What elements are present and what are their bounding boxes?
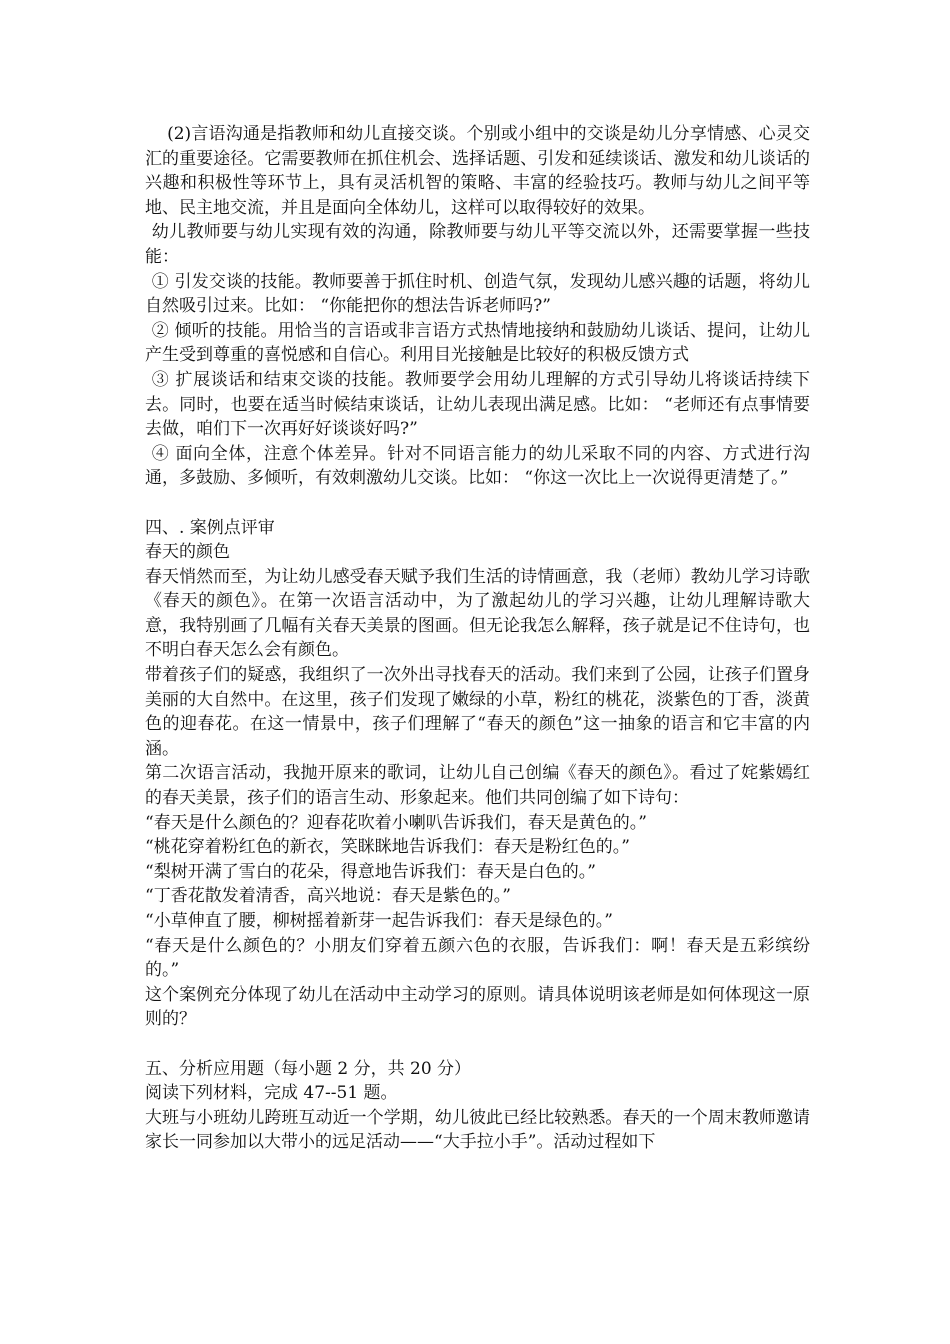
poem-line-4: “丁香花散发着清香，高兴地说：春天是紫色的。” <box>145 886 511 907</box>
case-question: 这个案例充分体现了幼儿在活动中主动学习的原则。请具体说明该老师是如何体现这一原则的？ <box>145 984 810 1030</box>
case-title: 春天的颜色 <box>145 542 230 563</box>
section-gap <box>145 1032 810 1057</box>
paragraph-skills-intro: 幼儿教师要与幼儿实现有效的沟通，除教师要与幼儿平等交流以外，还需要掌握一些技能： <box>145 222 810 267</box>
skill-item-4: ④ 面向全体，注意个体差异。针对不同语言能力的幼儿采取不同的内容、方式进行沟通，多鼓励、多倾听，有效刺激幼儿交谈。比如： “你这一次比上一次说得更清楚了。” <box>145 443 810 489</box>
case-paragraph-3: 第二次语言活动，我抛开原来的歌词，让幼儿自己创编《春天的颜色》。看过了姹紫嫣红的春天美景，孩子们的语言生动、形象起来。他们共同创编了如下诗句： <box>145 763 810 809</box>
poem-line-5: “小草伸直了腰，柳树摇着新芽一起告诉我们：春天是绿色的。” <box>145 911 613 931</box>
skill-item-1: ① 引发交谈的技能。教师要善于抓住时机、创造气氛，发现幼儿感兴趣的话题，将幼儿自然吸引过来。比如： “你能把你的想法告诉老师吗?” <box>145 271 810 317</box>
case-paragraph-2: 带着孩子们的疑惑，我组织了一次外出寻找春天的活动。我们来到了公园，让孩子们置身美丽的大自然中。在这里，孩子们发现了嫩绿的小草，粉红的桃花，淡紫色的丁香，淡黄色的迎春花。在这一情景中，孩子们理解了“春天的颜色”这一抽象的语言和它丰富的内涵。 <box>145 665 810 759</box>
section-heading-case-review: 四、. 案例点评审 <box>145 517 275 538</box>
case-paragraph-1: 春天悄然而至，为让幼儿感受春天赋予我们生活的诗情画意，我（老师）教幼儿学习诗歌《春天的颜色》。在第一次语言活动中，为了激起幼儿的学习兴趣，让幼儿理解诗歌大意，我特别画了几幅有关春天美景的图画。但无论我怎么解释，孩子就是记不住诗句，也不明白春天怎么会有颜色。 <box>145 566 810 661</box>
section-heading-analysis: 五、分析应用题（每小题 2 分，共 20 分） <box>145 1058 472 1079</box>
skill-item-2: ② 倾听的技能。用恰当的言语或非言语方式热情地接纳和鼓励幼儿谈话、提问，让幼儿产生受到尊重的喜悦感和自信心。利用目光接触是比较好的积极反馈方式 <box>145 320 810 366</box>
poem-line-2: “桃花穿着粉红色的新衣，笑眯眯地告诉我们：春天是粉红色的。” <box>145 837 630 858</box>
skill-item-3: ③ 扩展谈话和结束交谈的技能。教师要学会用幼儿理解的方式引导幼儿将谈话持续下去。同时，也要在适当时候结束谈话，让幼儿表现出满足感。比如： “老师还有点事情要去做，咱们下一次再好好谈谈好吗?” <box>145 369 810 440</box>
analysis-instruction: 阅读下列材料，完成 47--51 题。 <box>145 1083 398 1104</box>
document-page <box>145 122 810 1155</box>
poem-line-3: “梨树开满了雪白的花朵，得意地告诉我们：春天是白色的。” <box>145 861 596 882</box>
poem-line-6: “春天是什么颜色的？小朋友们穿着五颜六色的衣服，告诉我们：啊！春天是五彩缤纷的。” <box>145 935 810 981</box>
section-gap <box>145 491 810 516</box>
analysis-material-paragraph: 大班与小班幼儿跨班互动近一个学期，幼儿彼此已经比较熟悉。春天的一个周末教师邀请家长一同参加以大带小的远足活动——“大手拉小手”。活动过程如下 <box>145 1107 810 1153</box>
paragraph-verbal-communication: (2)言语沟通是指教师和幼儿直接交谈。个别或小组中的交谈是幼儿分享情感、心灵交汇的重要途径。它需要教师在抓住机会、选择话题、引发和延续谈话、激发和幼儿谈话的兴趣和积极性等环节上，具有灵活机智的策略、丰富的经验技巧。教师与幼儿之间平等地、民主地交流，并且是面向全体幼儿，这样可以取得较好的效果。 <box>145 124 810 218</box>
poem-line-1: “春天是什么颜色的？迎春花吹着小喇叭告诉我们，春天是黄色的。” <box>145 812 647 833</box>
